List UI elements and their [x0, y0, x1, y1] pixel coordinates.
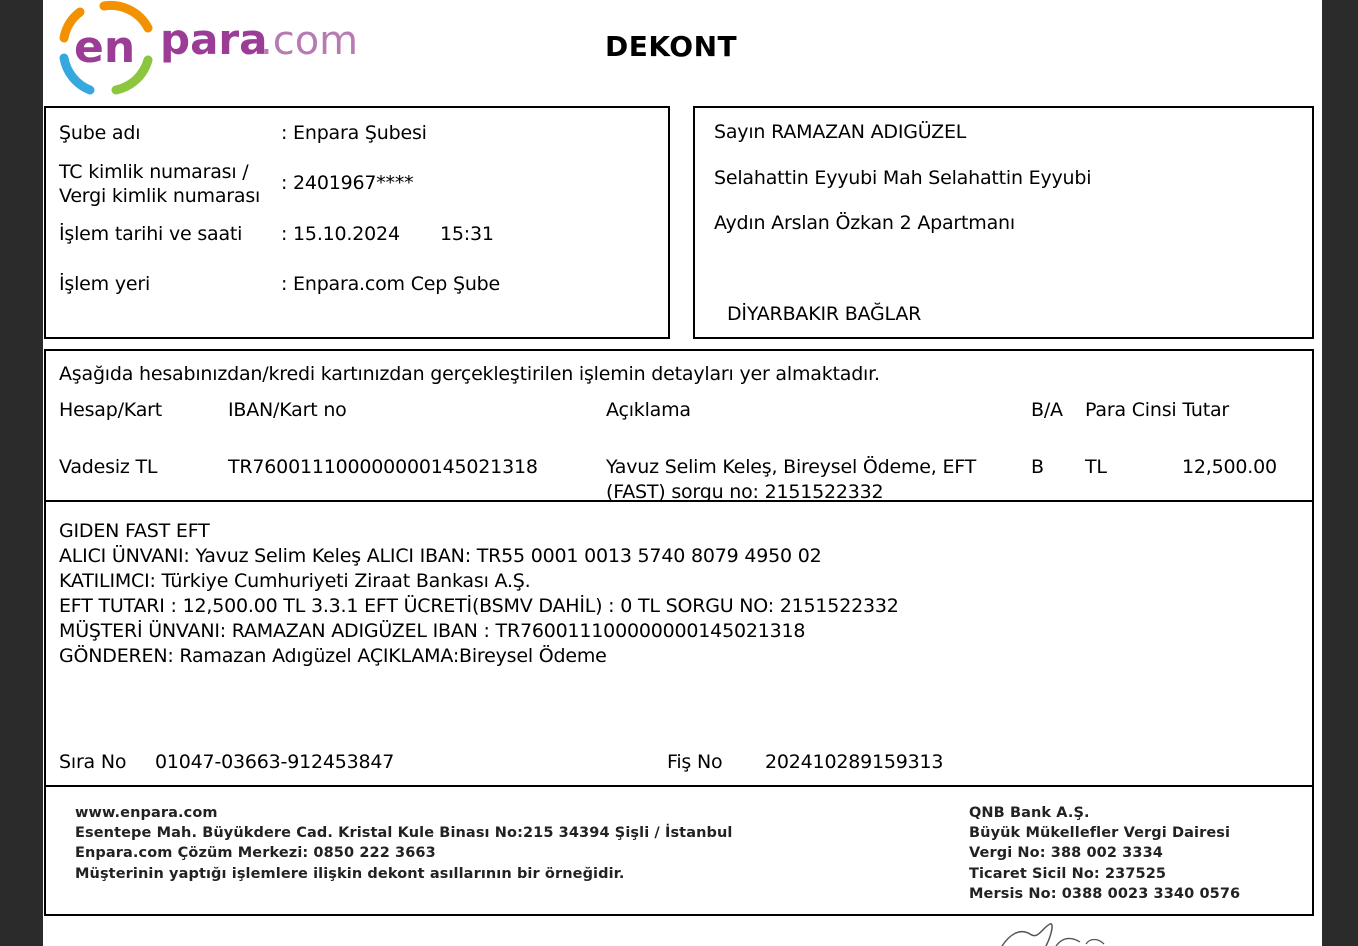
footer-tax-office: Büyük Mükellefler Vergi Dairesi	[969, 825, 1231, 841]
footer-call-center: Enpara.com Çözüm Merkezi: 0850 222 3663	[75, 845, 436, 861]
row-account: Vadesiz TL	[59, 456, 158, 478]
header-account: Hesap/Kart	[59, 399, 163, 421]
row-currency: TL	[1085, 456, 1107, 478]
signature-stamp	[990, 920, 1130, 946]
viewer-left-margin	[0, 0, 43, 946]
header-ba: B/A	[1031, 399, 1063, 421]
fis-value: 202410289159313	[765, 751, 944, 773]
logo-com-text: .com	[260, 18, 359, 64]
header-currency-amount: Para Cinsi Tutar	[1085, 399, 1230, 421]
details-line: GÖNDEREN: Ramazan Adıgüzel AÇIKLAMA:Bireysel Ödeme	[59, 645, 607, 667]
date-label: İşlem tarihi ve saati	[59, 223, 243, 245]
details-line: MÜŞTERİ ÜNVANI: RAMAZAN ADIGÜZEL IBAN : TR760011100000000145021318	[59, 620, 806, 642]
row-iban: TR760011100000000145021318	[228, 456, 538, 478]
details-line: KATILIMCI: Türkiye Cumhuriyeti Ziraat Bankası A.Ş.	[59, 570, 531, 592]
row-ba: B	[1031, 456, 1044, 478]
tc-label-line2: Vergi kimlik numarası	[59, 185, 261, 207]
recipient-address-line2: Aydın Arslan Özkan 2 Apartmanı	[714, 212, 1015, 234]
place-label: İşlem yeri	[59, 273, 151, 295]
footer-website: www.enpara.com	[75, 805, 218, 821]
footer-address: Esentepe Mah. Büyükdere Cad. Kristal Kule Binası No:215 34394 Şişli / İstanbul	[75, 825, 733, 841]
tc-value: : 2401967****	[281, 172, 414, 194]
sira-label: Sıra No	[59, 751, 127, 773]
transaction-intro: Aşağıda hesabınızdan/kredi kartınızdan gerçekleştirilen işlemin detayları yer almaktadır.	[59, 363, 880, 385]
footer-note: Müşterinin yaptığı işlemlere ilişkin dekont asıllarının bir örneğidir.	[75, 866, 625, 882]
details-line: GIDEN FAST EFT	[59, 520, 210, 542]
logo-para-text: para	[160, 15, 268, 64]
footer-bank-name: QNB Bank A.Ş.	[969, 805, 1090, 821]
row-amount: 12,500.00	[1182, 456, 1277, 478]
branch-value: : Enpara Şubesi	[281, 122, 427, 144]
row-description-line2: (FAST) sorgu no: 2151522332	[606, 481, 884, 503]
tc-label-line1: TC kimlik numarası /	[59, 161, 249, 183]
fis-label: Fiş No	[667, 751, 723, 773]
details-line: ALICI ÜNVANI: Yavuz Selim Keleş ALICI IBAN: TR55 0001 0013 5740 8079 4950 02	[59, 545, 822, 567]
viewer-right-margin	[1322, 0, 1358, 946]
footer-tax-no: Vergi No: 388 002 3334	[969, 845, 1163, 861]
document-title: DEKONT	[605, 30, 738, 63]
sira-value: 01047-03663-912453847	[155, 751, 395, 773]
branch-label: Şube adı	[59, 122, 141, 144]
recipient-city: DİYARBAKIR BAĞLAR	[727, 303, 922, 325]
footer-mersis: Mersis No: 0388 0023 3340 0576	[969, 886, 1241, 902]
details-line: EFT TUTARI : 12,500.00 TL 3.3.1 EFT ÜCRETİ(BSMV DAHİL) : 0 TL SORGU NO: 2151522332	[59, 595, 899, 617]
recipient-name: Sayın RAMAZAN ADIGÜZEL	[714, 121, 967, 143]
enpara-logo	[56, 0, 366, 98]
logo-en-text: en	[74, 22, 136, 73]
row-description-line1: Yavuz Selim Keleş, Bireysel Ödeme, EFT	[606, 456, 977, 478]
header-description: Açıklama	[606, 399, 691, 421]
place-value: : Enpara.com Cep Şube	[281, 273, 501, 295]
details-box	[44, 500, 1314, 787]
footer-trade-registry: Ticaret Sicil No: 237525	[969, 866, 1167, 882]
recipient-address-line1: Selahattin Eyyubi Mah Selahattin Eyyubi	[714, 167, 1092, 189]
header-iban: IBAN/Kart no	[228, 399, 347, 421]
date-value: : 15.10.2024	[281, 223, 400, 245]
time-value: 15:31	[440, 223, 494, 245]
